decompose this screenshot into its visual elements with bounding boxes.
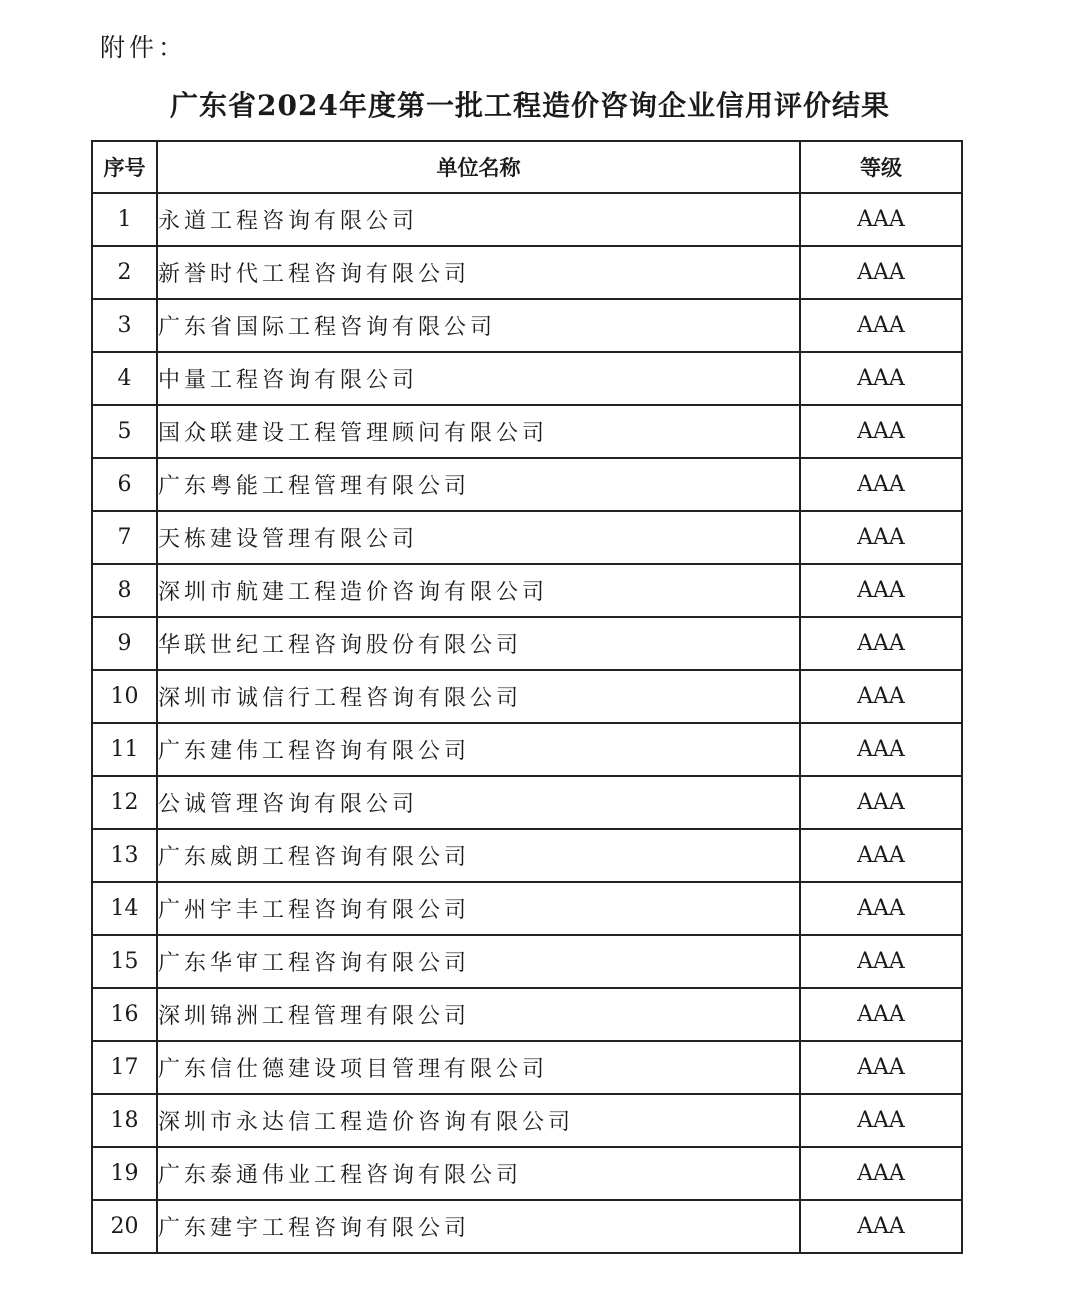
- header-grade: 等级: [800, 141, 962, 193]
- row-grade: AAA: [800, 1094, 962, 1147]
- row-grade: AAA: [800, 1200, 962, 1253]
- row-seq: 1: [92, 193, 157, 246]
- row-grade: AAA: [800, 405, 962, 458]
- row-company-name: 新誉时代工程咨询有限公司: [157, 246, 800, 299]
- row-grade: AAA: [800, 1041, 962, 1094]
- table-row: [92, 1200, 962, 1253]
- row-company-name: 国众联建设工程管理顾问有限公司: [157, 405, 800, 458]
- row-company-name: 公诚管理咨询有限公司: [157, 776, 800, 829]
- row-grade: AAA: [800, 829, 962, 882]
- row-company-name: 广东省国际工程咨询有限公司: [157, 299, 800, 352]
- row-company-name: 永道工程咨询有限公司: [157, 193, 800, 246]
- table-row: [92, 776, 962, 829]
- table-row: [92, 352, 962, 405]
- row-seq: 4: [92, 352, 157, 405]
- attachment-label: 附件：: [100, 33, 188, 62]
- row-seq: 12: [92, 776, 157, 829]
- row-seq: 13: [92, 829, 157, 882]
- row-grade: AAA: [800, 564, 962, 617]
- table-row: [92, 405, 962, 458]
- row-seq: 10: [92, 670, 157, 723]
- table-row: [92, 723, 962, 776]
- row-seq: 7: [92, 511, 157, 564]
- row-company-name: 深圳市永达信工程造价咨询有限公司: [157, 1094, 800, 1147]
- row-company-name: 广东华审工程咨询有限公司: [157, 935, 800, 988]
- credit-rating-table: [91, 140, 963, 1254]
- table-row: [92, 988, 962, 1041]
- table-row: [92, 193, 962, 246]
- row-company-name: 广东威朗工程咨询有限公司: [157, 829, 800, 882]
- row-grade: AAA: [800, 617, 962, 670]
- table-row: [92, 1147, 962, 1200]
- table-row: [92, 564, 962, 617]
- row-seq: 11: [92, 723, 157, 776]
- row-grade: AAA: [800, 1147, 962, 1200]
- row-grade: AAA: [800, 935, 962, 988]
- row-grade: AAA: [800, 246, 962, 299]
- table-row: [92, 1041, 962, 1094]
- table-row: [92, 1094, 962, 1147]
- row-seq: 20: [92, 1200, 157, 1253]
- row-seq: 9: [92, 617, 157, 670]
- row-company-name: 广东信仕德建设项目管理有限公司: [157, 1041, 800, 1094]
- row-company-name: 广州宇丰工程咨询有限公司: [157, 882, 800, 935]
- header-seq: 序号: [92, 141, 157, 193]
- table-row: [92, 935, 962, 988]
- table-row: [92, 299, 962, 352]
- row-grade: AAA: [800, 299, 962, 352]
- table-row: [92, 670, 962, 723]
- row-company-name: 中量工程咨询有限公司: [157, 352, 800, 405]
- row-seq: 3: [92, 299, 157, 352]
- table-row: [92, 246, 962, 299]
- row-company-name: 广东泰通伟业工程咨询有限公司: [157, 1147, 800, 1200]
- row-grade: AAA: [800, 882, 962, 935]
- row-grade: AAA: [800, 670, 962, 723]
- table-row: [92, 829, 962, 882]
- row-seq: 2: [92, 246, 157, 299]
- row-seq: 19: [92, 1147, 157, 1200]
- row-grade: AAA: [800, 193, 962, 246]
- row-grade: AAA: [800, 458, 962, 511]
- row-company-name: 深圳锦洲工程管理有限公司: [157, 988, 800, 1041]
- row-company-name: 深圳市诚信行工程咨询有限公司: [157, 670, 800, 723]
- row-grade: AAA: [800, 511, 962, 564]
- row-seq: 5: [92, 405, 157, 458]
- row-company-name: 广东建宇工程咨询有限公司: [157, 1200, 800, 1253]
- row-seq: 16: [92, 988, 157, 1041]
- table-header-row: [92, 141, 962, 193]
- table-row: [92, 882, 962, 935]
- row-seq: 14: [92, 882, 157, 935]
- row-seq: 8: [92, 564, 157, 617]
- row-company-name: 华联世纪工程咨询股份有限公司: [157, 617, 800, 670]
- row-seq: 17: [92, 1041, 157, 1094]
- row-grade: AAA: [800, 352, 962, 405]
- table-row: [92, 617, 962, 670]
- row-company-name: 广东粤能工程管理有限公司: [157, 458, 800, 511]
- document-title: 广东省2024年度第一批工程造价咨询企业信用评价结果: [170, 89, 890, 122]
- row-company-name: 天栋建设管理有限公司: [157, 511, 800, 564]
- row-company-name: 广东建伟工程咨询有限公司: [157, 723, 800, 776]
- row-seq: 18: [92, 1094, 157, 1147]
- row-grade: AAA: [800, 723, 962, 776]
- row-seq: 6: [92, 458, 157, 511]
- row-seq: 15: [92, 935, 157, 988]
- table-row: [92, 511, 962, 564]
- row-grade: AAA: [800, 988, 962, 1041]
- header-name: 单位名称: [157, 141, 800, 193]
- table-row: [92, 458, 962, 511]
- row-grade: AAA: [800, 776, 962, 829]
- row-company-name: 深圳市航建工程造价咨询有限公司: [157, 564, 800, 617]
